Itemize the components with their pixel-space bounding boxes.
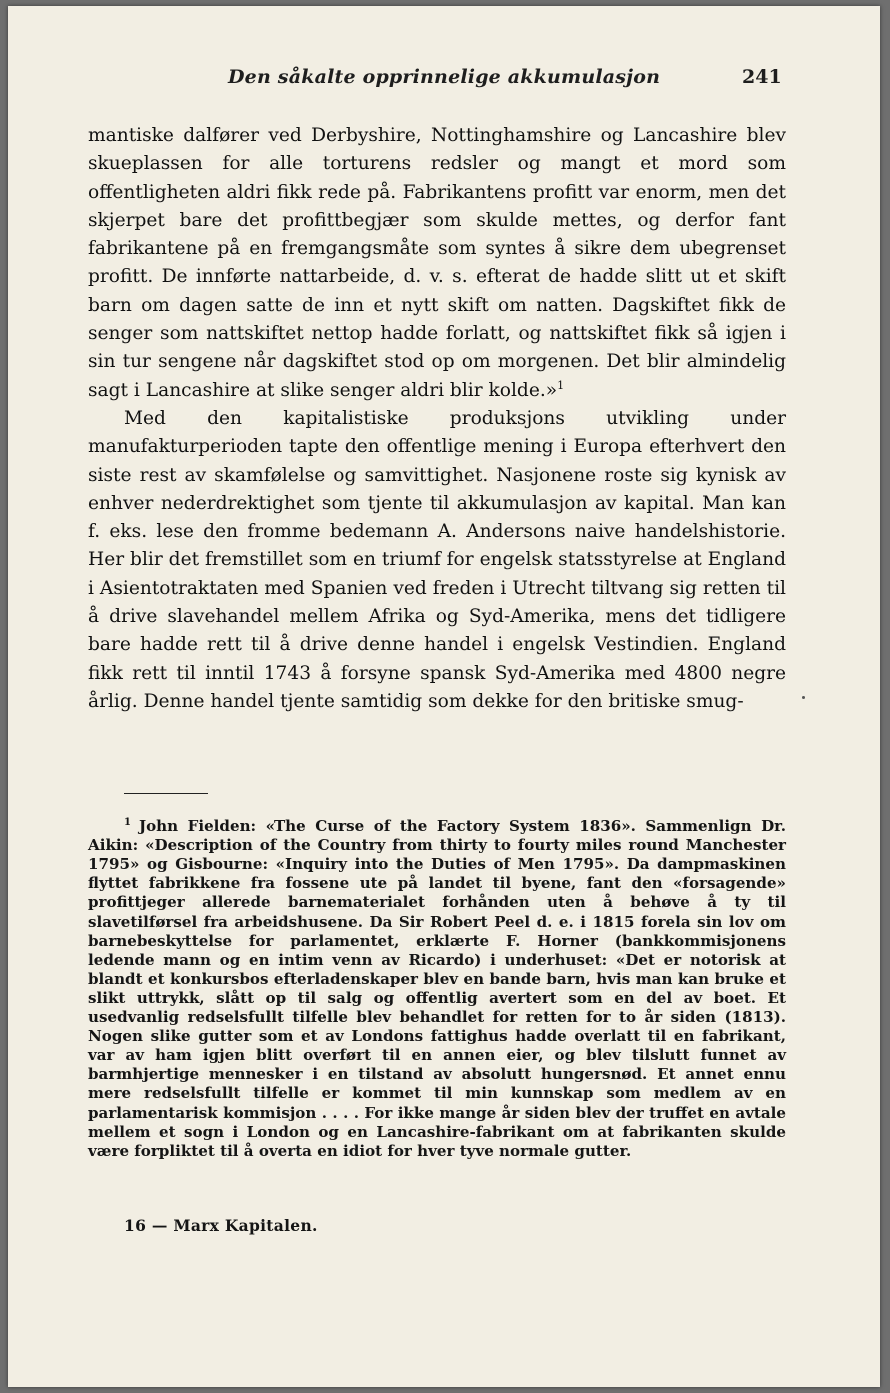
footnote-marker: 1 [124,817,131,829]
footnote-divider [124,793,208,794]
page-speck [802,696,805,699]
running-header [8,64,880,96]
page-number: 241 [742,66,782,88]
book-page [8,6,880,1387]
running-title: Den såkalte opprinnelige akkumulasjon [228,66,661,88]
paragraph-2: Med den kapitalistiske produksjons utvikling under manufakturperioden tapte den offentlige mening i Europa efterhvert den siste rest av skamfølelse og samvittighet. Nasjonene roste sig kynisk av enhver nederdrektighet som tjente til akkumulasjon av kapital. Man kan f. eks. lese den fromme bedemann A. Andersons naive handelshistorie. Her blir det fremstillet som en triumf for engelsk statsstyrelse at England i Asientotraktaten med Spanien ved freden i Utrecht tiltvang sig retten til å drive slavehandel mellem Afrika og Syd-Amerika, mens det tidligere bare hadde rett til å drive denne handel i engelsk Vestindien. England fikk rett til inntil 1743 å forsyne spansk Syd-Amerika med 4800 negre årlig. Denne handel tjente samtidig som dekke for den britiske smug- [88,407,786,712]
paragraph-1 [88,122,786,405]
paragraph-1-text: mantiske dalfører ved Derbyshire, Nottinghamshire og Lancashire blev skueplassen for alle torturens redsler og mangt et mord som offentligheten aldri fikk rede på. Fabrikantens profitt var enorm, men det skjerpet bare det profittbegjær som skulde mettes, og derfor fant fabrikantene på en fremgangsmåte som syntes å sikre dem ubegrenset profitt. De innførte nattarbeide, d. v. s. efterat de hadde slitt ut et skift barn om dagen satte de inn et nytt skift om natten. Dagskiftet fikk de senger som nattskiftet nettop hadde forlatt, og nattskiftet fikk så igjen i sin tur sengene når dagskiftet stod op om morgenen. Det blir almindelig sagt i Lancashire at slike senger aldri blir kolde.» [88,125,786,401]
footnote-reference: 1 [557,378,565,392]
footnote-1 [88,817,786,1161]
footnote-text: John Fielden: «The Curse of the Factory System 1836». Sammenlign Dr. Aikin: «Description of the Country from thirty to fourty miles round Manchester 1795» og Gisbourne: «Inquiry into the Duties of Men 1795». Da dampmaskinen flyttet fabrikkene fra fossene ute på landet til byene, fant den «forsagende» profittjeger allerede barnematerialet forhånden uten å behøve å ty til slavetilførsel fra arbeidshusene. Da Sir Robert Peel d. e. i 1815 forela sin lov om barnebeskyttelse for parlamentet, erklærte F. Horner (bankkommisjonens ledende mann og en intim venn av Ricardo) i underhuset: «Det er notorisk at blandt et konkursbos efterladenskaper blev en bande barn, hvis man kan bruke et slikt uttrykk, slått op til salg og offentlig avertert som en del av boet. Et usedvanlig redselsfullt tilfelle blev behandlet for retten for to år siden (1813). Nogen slike gutter som et av Londons fattighus hadde overlatt til en fabrikant, var av ham igjen blitt overført til en annen eier, og blev tilslutt funnet av barmhjertige mennesker i en tilstand av absolutt hungersnød. Et annet ennu mere redselsfullt tilfelle er kommet til min kunnskap som medlem av en parlamentarisk kommisjon . . . . For ikke mange år siden blev der truffet en avtale mellem et sogn i London og en Lancashire-fabrikant om at fabrikanten skulde være forpliktet til å overta en idiot for hver tyve normale gutter. [88,817,786,1160]
main-text [88,122,786,716]
printer-signature: 16 — Marx Kapitalen. [124,1216,318,1235]
